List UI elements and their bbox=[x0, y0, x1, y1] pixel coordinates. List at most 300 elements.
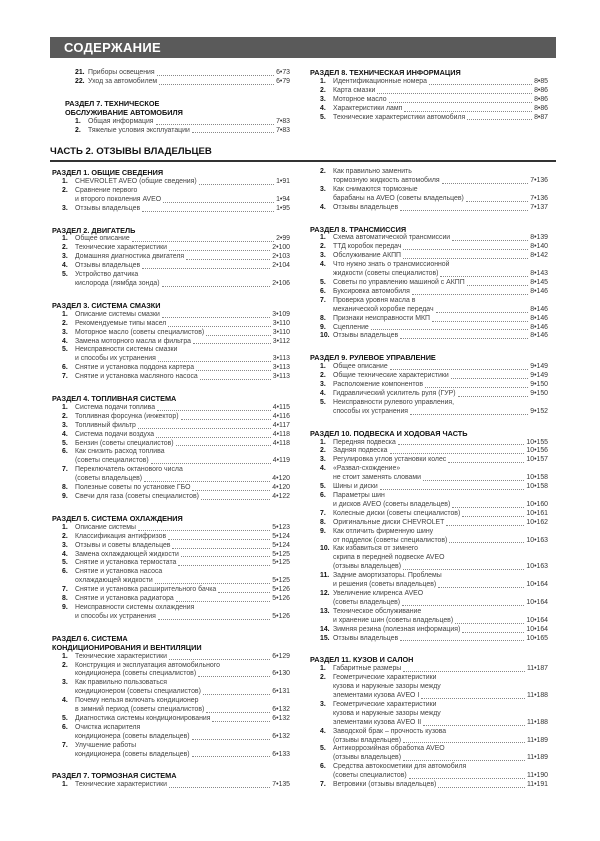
toc-entry[interactable] bbox=[320, 279, 548, 288]
entry-line bbox=[75, 205, 290, 214]
entry-line bbox=[75, 493, 290, 502]
entry-line bbox=[333, 519, 548, 528]
entry-title: Идентификационные номера bbox=[333, 77, 427, 85]
page-number: 8•140 bbox=[530, 243, 548, 251]
toc-entry[interactable] bbox=[320, 204, 548, 213]
toc-entry[interactable] bbox=[62, 253, 290, 262]
toc-entry[interactable] bbox=[320, 781, 548, 790]
section-heading: КОНДИЦИОНИРОВАНИЯ И ВЕНТИЛЯЦИИ bbox=[52, 642, 202, 652]
page-number: 11•187 bbox=[526, 665, 548, 673]
dot-leader bbox=[452, 240, 528, 241]
dot-leader bbox=[449, 542, 524, 543]
entry-title: Тяжелые условия эксплуатации bbox=[88, 126, 190, 134]
entry-number: 5. bbox=[62, 714, 68, 722]
dot-leader bbox=[398, 444, 525, 445]
toc-entry[interactable] bbox=[62, 559, 290, 568]
toc-entry[interactable] bbox=[62, 586, 290, 595]
toc-entry[interactable] bbox=[62, 413, 290, 422]
toc-entry[interactable] bbox=[320, 168, 548, 186]
entry-number: 4. bbox=[320, 261, 326, 269]
entry-title: жидкости (советы специалистов) bbox=[333, 270, 439, 278]
toc-entry[interactable] bbox=[62, 404, 290, 413]
dot-leader bbox=[412, 294, 528, 295]
toc-entry[interactable] bbox=[75, 118, 290, 127]
toc-entry[interactable] bbox=[320, 96, 548, 105]
entry-line bbox=[75, 781, 290, 790]
entry-title: и решения (советы владельцев) bbox=[333, 581, 437, 589]
entry-number: 5. bbox=[320, 745, 326, 753]
entry-line bbox=[75, 178, 290, 187]
entry-title: Сравнение первого bbox=[75, 186, 138, 194]
page-number: 4•117 bbox=[272, 421, 290, 429]
toc-entry[interactable] bbox=[62, 524, 290, 533]
page-number: 6•133 bbox=[272, 750, 290, 758]
dot-leader bbox=[403, 249, 528, 250]
entry-line bbox=[75, 662, 290, 671]
entry-title: Техническое обслуживание bbox=[333, 607, 422, 615]
toc-entry[interactable] bbox=[75, 78, 290, 87]
toc-entry[interactable] bbox=[320, 519, 548, 528]
page-number: 10•164 bbox=[526, 581, 548, 589]
toc-entry[interactable] bbox=[62, 595, 290, 604]
toc-section bbox=[52, 513, 290, 622]
toc-entry[interactable] bbox=[62, 320, 290, 329]
page-number: 8•86 bbox=[534, 95, 548, 103]
entry-number: 14. bbox=[320, 625, 330, 633]
dot-leader bbox=[455, 623, 524, 624]
toc-entry[interactable] bbox=[320, 87, 548, 96]
entry-number: 8. bbox=[320, 314, 326, 322]
dot-leader bbox=[409, 778, 525, 779]
toc-entry[interactable] bbox=[320, 372, 548, 381]
entry-line bbox=[333, 390, 548, 399]
page-number: 9•150 bbox=[530, 389, 548, 397]
dot-leader bbox=[451, 378, 528, 379]
page-number: 7•137 bbox=[530, 203, 548, 211]
toc-entry[interactable] bbox=[62, 205, 290, 214]
dot-leader bbox=[157, 410, 271, 411]
entry-line bbox=[75, 533, 290, 542]
entry-title: Как снизить расход топлива bbox=[75, 448, 165, 456]
toc-entry[interactable] bbox=[320, 745, 548, 763]
page-number: 4•119 bbox=[272, 457, 290, 465]
entry-line bbox=[88, 78, 290, 87]
toc-entry[interactable] bbox=[320, 78, 548, 87]
dot-leader bbox=[432, 321, 528, 322]
entry-title: Габаритные размеры bbox=[333, 665, 402, 673]
entry-title: тормозную жидкость автомобиля bbox=[333, 176, 440, 184]
toc-entry[interactable] bbox=[62, 466, 290, 484]
toc-entry[interactable] bbox=[62, 662, 290, 680]
page-number: 6•73 bbox=[276, 69, 290, 76]
entry-title: Геометрические характеристики bbox=[333, 700, 437, 708]
toc-entry[interactable] bbox=[320, 545, 548, 572]
toc-entry[interactable] bbox=[62, 440, 290, 449]
entry-number: 1. bbox=[62, 177, 68, 185]
entry-line bbox=[75, 653, 290, 662]
dot-leader bbox=[403, 258, 528, 259]
dot-leader bbox=[462, 632, 524, 633]
toc-entry[interactable] bbox=[62, 448, 290, 466]
entry-line bbox=[75, 448, 290, 457]
entry-title: Домашняя диагностика двигателя bbox=[75, 253, 185, 261]
toc-entry[interactable] bbox=[62, 422, 290, 431]
entry-number: 3. bbox=[62, 328, 68, 336]
entry-line bbox=[333, 332, 548, 341]
entry-line bbox=[75, 404, 290, 413]
entry-line bbox=[75, 373, 290, 382]
entry-title: Снятие и установка насоса bbox=[75, 568, 163, 576]
entry-line bbox=[75, 431, 290, 440]
entry-line bbox=[333, 501, 548, 510]
divider bbox=[50, 160, 556, 162]
entry-title: Расположение компонентов bbox=[333, 381, 423, 389]
entry-number: 5. bbox=[62, 346, 68, 354]
toc-entry[interactable] bbox=[320, 234, 548, 243]
entry-line bbox=[333, 563, 548, 572]
entry-line bbox=[75, 244, 290, 253]
entry-line bbox=[75, 524, 290, 533]
toc-entry[interactable] bbox=[320, 363, 548, 372]
page-title: СОДЕРЖАНИЕ bbox=[64, 40, 161, 55]
toc-entry[interactable] bbox=[320, 186, 548, 204]
entry-line bbox=[333, 279, 548, 288]
dot-leader bbox=[442, 183, 529, 184]
toc-entry[interactable] bbox=[320, 381, 548, 390]
page-number: 4•116 bbox=[272, 412, 290, 420]
dot-leader bbox=[163, 202, 274, 203]
entry-number: 21. bbox=[75, 69, 85, 76]
toc-entry[interactable] bbox=[320, 763, 548, 781]
toc-entry[interactable] bbox=[62, 742, 290, 760]
page-number: 10•158 bbox=[526, 474, 548, 482]
toc-entry[interactable] bbox=[320, 728, 548, 746]
entry-title: Как избавиться от зимнего bbox=[333, 545, 419, 553]
page-number: 5•126 bbox=[272, 586, 290, 594]
entry-number: 5. bbox=[320, 113, 326, 121]
toc-entry[interactable] bbox=[62, 235, 290, 244]
dot-leader bbox=[198, 676, 270, 677]
toc-entry[interactable] bbox=[62, 311, 290, 320]
entry-title: Конструкция и эксплуатация автомобильного bbox=[75, 661, 220, 669]
entry-line bbox=[333, 105, 548, 114]
page-number: 10•161 bbox=[526, 509, 548, 517]
toc-entry[interactable] bbox=[62, 679, 290, 697]
entry-number: 1. bbox=[75, 117, 81, 125]
entry-line bbox=[333, 288, 548, 297]
toc-entry[interactable] bbox=[62, 653, 290, 662]
dot-leader bbox=[144, 481, 270, 482]
page-number: 4•118 bbox=[272, 439, 290, 447]
section-heading: РАЗДЕЛ 9. РУЛЕВОЕ УПРАВЛЕНИЕ bbox=[310, 353, 436, 363]
entry-title: Топливный фильтр bbox=[75, 421, 136, 429]
dot-leader bbox=[389, 102, 533, 103]
entry-title: Отзывы владельцев bbox=[333, 203, 399, 211]
toc-entry[interactable] bbox=[62, 271, 290, 289]
toc-entry[interactable] bbox=[320, 390, 548, 399]
entry-title: Снятие и установка термостата bbox=[75, 559, 177, 567]
dot-leader bbox=[400, 210, 528, 211]
toc-entry[interactable] bbox=[320, 572, 548, 590]
entry-number: 5. bbox=[320, 483, 326, 491]
entry-number: 1. bbox=[320, 665, 326, 673]
dot-leader bbox=[181, 556, 270, 557]
entry-line bbox=[333, 456, 548, 465]
toc-entry[interactable] bbox=[62, 346, 290, 364]
entry-number: 2. bbox=[75, 126, 81, 134]
toc-entry[interactable] bbox=[320, 297, 548, 315]
toc-entry[interactable] bbox=[62, 697, 290, 715]
toc-entry[interactable] bbox=[320, 447, 548, 456]
toc-entry[interactable] bbox=[62, 187, 290, 205]
toc-entry[interactable] bbox=[62, 568, 290, 586]
section-heading: РАЗДЕЛ 4. ТОПЛИВНАЯ СИСТЕМА bbox=[52, 394, 177, 404]
dot-leader bbox=[390, 453, 525, 454]
page-number: 5•124 bbox=[272, 532, 290, 540]
dot-leader bbox=[155, 583, 271, 584]
entry-line bbox=[333, 447, 548, 456]
toc-entry[interactable] bbox=[320, 590, 548, 608]
toc-entry[interactable] bbox=[75, 127, 290, 136]
entry-line bbox=[88, 69, 290, 78]
entry-line bbox=[75, 670, 290, 679]
dot-leader bbox=[199, 184, 274, 185]
entry-title: Описание системы bbox=[75, 523, 136, 531]
entry-line bbox=[333, 297, 548, 306]
toc-entry[interactable] bbox=[320, 252, 548, 261]
dot-leader bbox=[168, 326, 270, 327]
entry-title: и второго поколения AVEO bbox=[75, 195, 162, 203]
page-number: 2•106 bbox=[272, 279, 290, 287]
entry-line bbox=[333, 439, 548, 448]
toc-entry[interactable] bbox=[320, 608, 548, 626]
toc-entry[interactable] bbox=[62, 244, 290, 253]
page-number: 7•83 bbox=[276, 117, 290, 125]
entry-number: 2. bbox=[62, 661, 68, 669]
entry-number: 3. bbox=[320, 95, 326, 103]
toc-entry[interactable] bbox=[320, 483, 548, 492]
toc-entry[interactable] bbox=[62, 364, 290, 373]
section-heading: РАЗДЕЛ 5. СИСТЕМА ОХЛАЖДЕНИЯ bbox=[52, 513, 183, 523]
entry-title: Снятие и установка поддона картера bbox=[75, 364, 195, 372]
dot-leader bbox=[436, 312, 529, 313]
dot-leader bbox=[169, 787, 270, 788]
page-number: 3•113 bbox=[272, 364, 290, 372]
entry-number: 7. bbox=[320, 296, 326, 304]
dot-leader bbox=[192, 739, 271, 740]
page-number: 4•118 bbox=[272, 430, 290, 438]
toc-entry[interactable] bbox=[320, 315, 548, 324]
toc-entry[interactable] bbox=[62, 715, 290, 724]
dot-leader bbox=[423, 480, 524, 481]
entry-title: Геометрические характеристики bbox=[333, 674, 437, 682]
dot-leader bbox=[410, 414, 528, 415]
page-number: 3•110 bbox=[272, 319, 290, 327]
part2-left-column bbox=[52, 168, 290, 790]
dot-leader bbox=[452, 507, 524, 508]
dot-leader bbox=[206, 335, 271, 336]
page-number: 3•113 bbox=[272, 355, 290, 363]
entry-line bbox=[75, 235, 290, 244]
toc-entry[interactable] bbox=[62, 551, 290, 560]
page-number: 8•85 bbox=[534, 77, 548, 85]
toc-entry[interactable] bbox=[320, 439, 548, 448]
page-number: 5•125 bbox=[272, 550, 290, 558]
toc-entry[interactable] bbox=[62, 484, 290, 493]
entry-title: Отзывы и советы владельцев bbox=[75, 541, 171, 549]
dot-leader bbox=[192, 132, 274, 133]
entry-title: Оригинальные диски CHEVROLET bbox=[333, 518, 445, 526]
toc-entry[interactable] bbox=[320, 332, 548, 341]
entry-number: 4. bbox=[62, 697, 68, 705]
entry-number: 3. bbox=[320, 252, 326, 260]
toc-section bbox=[310, 428, 548, 644]
page-number: 10•156 bbox=[526, 447, 548, 455]
page-number: 7•135 bbox=[272, 781, 290, 789]
entry-line bbox=[88, 118, 290, 127]
toc-entry[interactable] bbox=[62, 542, 290, 551]
entry-number: 7. bbox=[62, 466, 68, 474]
entry-number: 8. bbox=[62, 595, 68, 603]
entry-number: 7. bbox=[62, 741, 68, 749]
toc-entry[interactable] bbox=[62, 329, 290, 338]
entry-title: механической коробке передач bbox=[333, 305, 434, 313]
page-number: 9•152 bbox=[530, 407, 548, 415]
toc-entry[interactable] bbox=[320, 510, 548, 519]
entry-title: Отзывы владельцев bbox=[333, 332, 399, 340]
toc-entry[interactable] bbox=[62, 262, 290, 271]
entry-title: Классификация антифризов bbox=[75, 532, 167, 540]
dot-leader bbox=[132, 241, 274, 242]
toc-entry[interactable] bbox=[75, 69, 290, 78]
section-heading: РАЗДЕЛ 7. ТОРМОЗНАЯ СИСТЕМА bbox=[52, 771, 177, 781]
toc-entry[interactable] bbox=[62, 604, 290, 622]
entry-title: Неисправности системы охлаждения bbox=[75, 603, 195, 611]
entry-title: Как правильно пользоваться bbox=[75, 679, 167, 687]
dot-leader bbox=[371, 329, 529, 330]
toc-entry[interactable] bbox=[320, 665, 548, 674]
entry-number: 4. bbox=[62, 550, 68, 558]
entry-title: кузова и наружные зазоры между bbox=[333, 683, 441, 691]
entry-line bbox=[333, 572, 548, 581]
page-number: 11•189 bbox=[526, 754, 548, 762]
toc-entry[interactable] bbox=[62, 781, 290, 790]
toc-entry[interactable] bbox=[62, 373, 290, 382]
entry-number: 2. bbox=[320, 447, 326, 455]
page-number: 6•132 bbox=[272, 714, 290, 722]
entry-title: Шины и диски bbox=[333, 483, 378, 491]
entry-number: 5. bbox=[320, 398, 326, 406]
dot-leader bbox=[446, 525, 524, 526]
entry-title: Задняя подвеска bbox=[333, 447, 388, 455]
page-number: 4•122 bbox=[272, 493, 290, 500]
entry-number: 3. bbox=[62, 204, 68, 212]
entry-line bbox=[75, 577, 290, 586]
page-header-bar bbox=[50, 37, 556, 58]
toc-entry[interactable] bbox=[320, 324, 548, 333]
toc-entry[interactable] bbox=[320, 528, 548, 546]
entry-line bbox=[75, 595, 290, 604]
page-number: 9•149 bbox=[530, 372, 548, 380]
entry-line bbox=[75, 742, 290, 751]
toc-entry[interactable] bbox=[320, 635, 548, 644]
dot-leader bbox=[400, 338, 528, 339]
toc-entry[interactable] bbox=[320, 465, 548, 483]
toc-entry[interactable] bbox=[62, 431, 290, 440]
entry-number: 3. bbox=[320, 185, 326, 193]
dot-leader bbox=[458, 396, 529, 397]
page-number: 8•87 bbox=[534, 113, 548, 121]
toc-entry[interactable] bbox=[62, 533, 290, 542]
toc-entry[interactable] bbox=[62, 178, 290, 187]
entry-title: Неисправности рулевого управления, bbox=[333, 398, 455, 406]
entry-line bbox=[333, 772, 548, 781]
entry-line bbox=[75, 613, 290, 622]
entry-title: кузова и наружные зазоры между bbox=[333, 709, 441, 717]
entry-number: 10. bbox=[320, 545, 330, 553]
entry-title: (отзывы владельцев) bbox=[333, 754, 402, 762]
toc-entry[interactable] bbox=[62, 338, 290, 347]
page-number: 5•126 bbox=[272, 595, 290, 603]
entry-title: охлаждающей жидкости bbox=[75, 577, 153, 585]
toc-entry[interactable] bbox=[320, 492, 548, 510]
toc-entry[interactable] bbox=[62, 724, 290, 742]
toc-entry[interactable] bbox=[320, 243, 548, 252]
page-number: 8•86 bbox=[534, 104, 548, 112]
page-number: 10•164 bbox=[526, 625, 548, 633]
entry-line bbox=[333, 701, 548, 710]
page-number: 6•132 bbox=[272, 732, 290, 740]
toc-entry[interactable] bbox=[320, 456, 548, 465]
toc-entry[interactable] bbox=[320, 674, 548, 701]
dot-leader bbox=[156, 124, 275, 125]
entry-number: 7. bbox=[320, 781, 326, 789]
entry-title: Отзывы владельцев bbox=[75, 262, 141, 270]
section-heading: РАЗДЕЛ 7. ТЕХНИЧЕСКОЕ bbox=[65, 98, 160, 108]
page-number: 3•110 bbox=[272, 328, 290, 336]
toc-entry[interactable] bbox=[320, 626, 548, 635]
page-number: 6•129 bbox=[272, 652, 290, 660]
dot-leader bbox=[138, 428, 271, 429]
entry-title: (отзывы владельцев) bbox=[333, 736, 402, 744]
entry-line bbox=[333, 252, 548, 261]
page-number: 2•103 bbox=[272, 253, 290, 261]
entry-title: Система подачи топлива bbox=[75, 403, 156, 411]
toc-entry[interactable] bbox=[320, 701, 548, 728]
entry-title: Передняя подвеска bbox=[333, 438, 396, 446]
entry-title: элементами кузова AVEO I bbox=[333, 692, 420, 700]
entry-number: 10. bbox=[320, 332, 330, 340]
toc-entry[interactable] bbox=[320, 114, 548, 123]
dot-leader bbox=[193, 343, 271, 344]
toc-entry[interactable] bbox=[320, 288, 548, 297]
page-number: 7•136 bbox=[530, 176, 548, 184]
dot-leader bbox=[201, 499, 270, 500]
entry-line bbox=[333, 528, 548, 537]
page-number: 8•146 bbox=[530, 287, 548, 295]
entry-line bbox=[333, 243, 548, 252]
toc-entry[interactable] bbox=[320, 399, 548, 417]
entry-number: 3. bbox=[320, 381, 326, 389]
entry-title: Сцепление bbox=[333, 323, 369, 331]
entry-number: 2. bbox=[62, 412, 68, 420]
toc-entry[interactable] bbox=[320, 261, 548, 279]
dot-leader bbox=[186, 259, 270, 260]
dot-leader bbox=[156, 437, 271, 438]
toc-entry[interactable] bbox=[62, 493, 290, 502]
toc-entry[interactable] bbox=[320, 105, 548, 114]
entry-line bbox=[333, 270, 548, 279]
